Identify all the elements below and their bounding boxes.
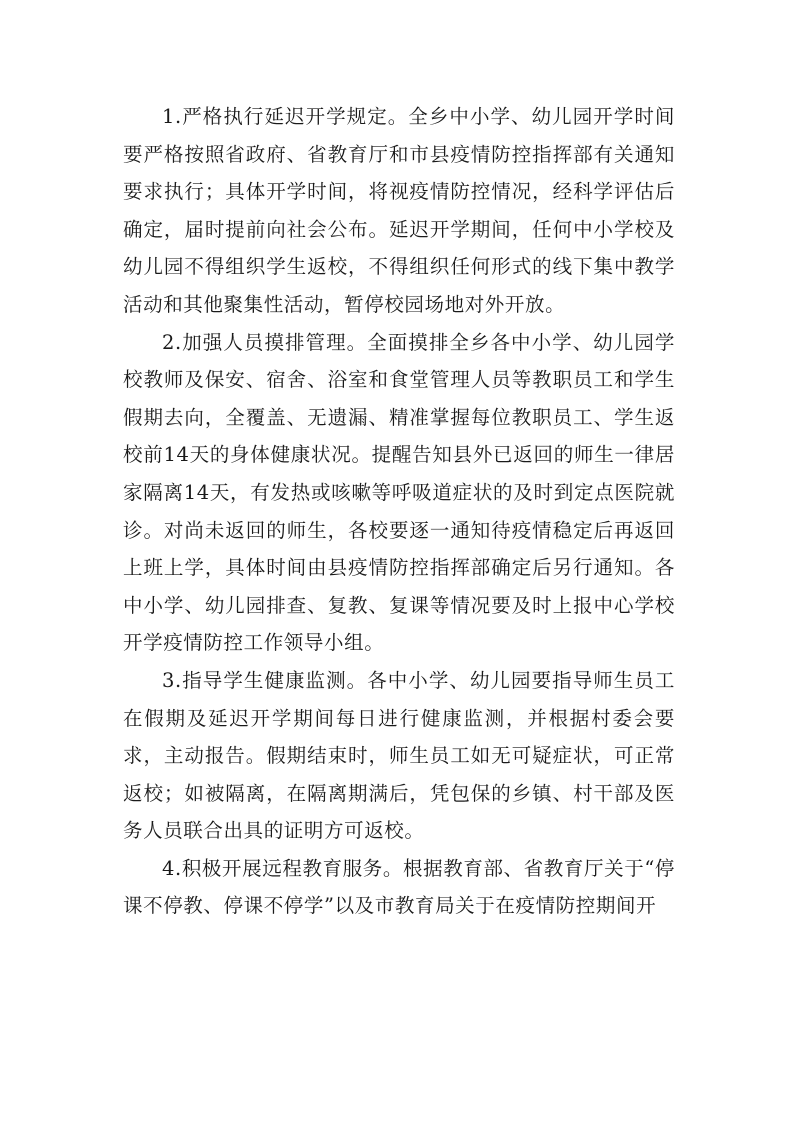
document-body (123, 98, 675, 925)
paragraph-remote-education: 4.积极开展远程教育服务。根据教育部、省教育厅关于“停课不停教、停课不停学”以及市教育局关于在疫情防控期间开 (123, 856, 675, 918)
paragraph-health-monitoring: 3.指导学生健康监测。各中小学、幼儿园要指导师生员工在假期及延迟开学期间每日进行健康监测，并根据村委会要求，主动报告。假期结束时，师生员工如无可疑症状，可正常返校；如被隔离，在隔离期满后，凭包保的乡镇、村干部及医务人员联合出具的证明方可返校。 (123, 668, 675, 843)
paragraph-delay-school-opening: 1.严格执行延迟开学规定。全乡中小学、幼儿园开学时间要严格按照省政府、省教育厅和市县疫情防控指挥部有关通知要求执行；具体开学时间，将视疫情防控情况，经科学评估后确定，届时提前向社会公布。延迟开学期间，任何中小学校及幼儿园不得组织学生返校，不得组织任何形式的线下集中教学活动和其他聚集性活动，暂停校园场地对外开放。 (123, 105, 675, 316)
paragraph-personnel-screening: 2.加强人员摸排管理。全面摸排全乡各中小学、幼儿园学校教师及保安、宿舍、浴室和食堂管理人员等教职员工和学生假期去向，全覆盖、无遗漏、精准掌握每位教职员工、学生返校前14天的身体健康状况。提醒告知县外已返回的师生一律居家隔离14天，有发热或咳嗽等呼吸道症状的及时到定点医院就诊。对尚未返回的师生，各校要逐一通知待疫情稳定后再返回上班上学，具体时间由县疫情防控指挥部确定后另行通知。各中小学、幼儿园排查、复教、复课等情况要及时上报中心学校开学疫情防控工作领导小组。 (123, 330, 675, 655)
